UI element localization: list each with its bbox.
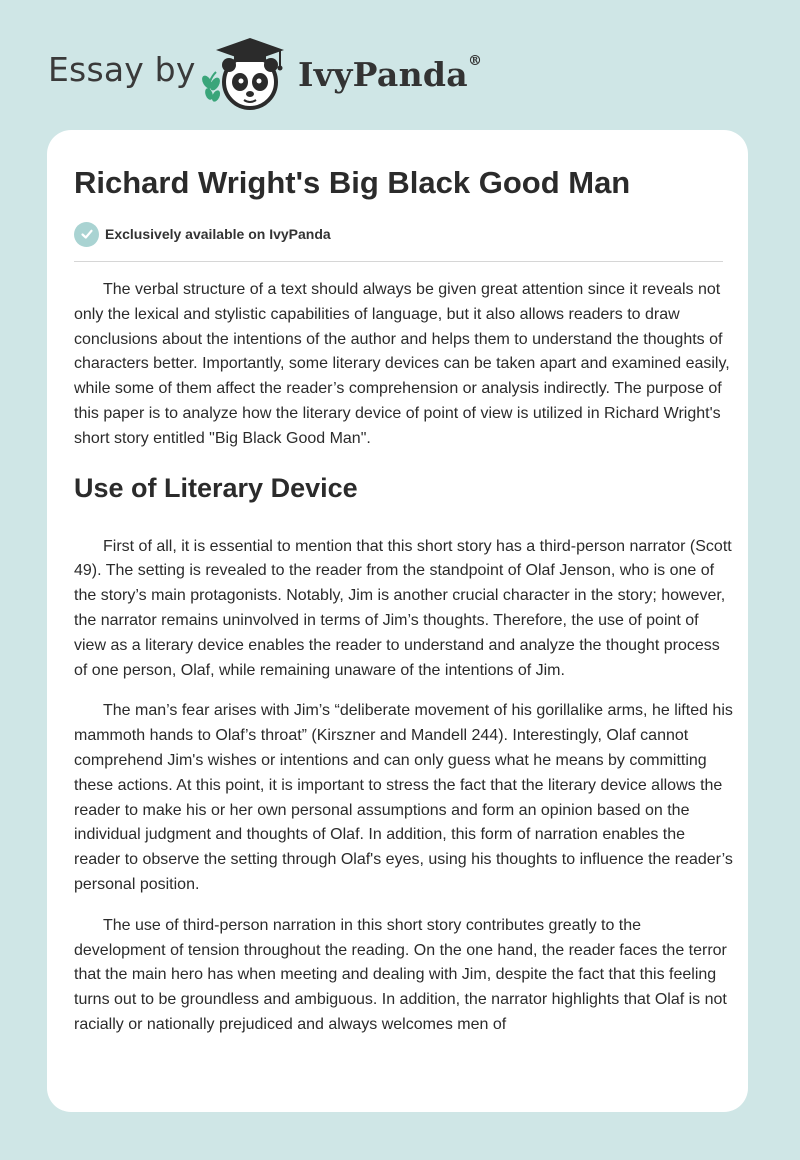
essay-by-label: Essay by <box>48 50 196 89</box>
section-heading: Use of Literary Device <box>74 472 358 503</box>
paragraph: The use of third-person narration in this short story contributes greatly to the development of tension throughout the reading. On the one hand, the reader faces the terror that the main hero has when meeting and dealing with Jim, despite the fact that this feeling turns out to be groundless and ambiguous. In addition, the narrator highlights that Olaf is not racially or nationally prejudiced and always welcomes men of <box>74 916 727 1033</box>
page-title: Richard Wright's Big Black Good Man <box>74 165 631 200</box>
leaf-icon <box>200 72 222 103</box>
brand-name-text: IvyPanda <box>298 55 468 94</box>
paragraph: The verbal structure of a text should always be given great attention since it reveals not only the lexical and stylistic capabilities of language, but it also allows readers to draw conclusions about the intentions of the author and helps them to understand the thoughts of characters better. Importantly, some literary devices can be taken apart and examined easily, while some of them affect the reader’s comprehension or analysis indirectly. The purpose of this paper is to analyze how the literary device of point of view is utilized in Richard Wright's short story entitled "Big Black Good Man". <box>74 281 730 447</box>
check-icon <box>74 222 99 247</box>
paragraph: The man’s fear arises with Jim’s “deliberate movement of his gorillalike arms, he lifted his mammoth hands to Olaf’s throat” (Kirszner and Mandell 244). Interestingly, Olaf cannot comprehend Jim's wishes or intentions and can only guess what he means by committing these actions. At this point, it is important to stress the fact that the literary device allows the reader to make his or her own personal assumptions and form an opinion based on the individual judgment and thoughts of Olaf. In addition, this form of narration enables the reader to observe the setting through Olaf's eyes, using his thoughts to influence the reader’s personal position. <box>74 702 733 893</box>
panda-logo-icon[interactable] <box>200 32 296 112</box>
badge-text: Exclusively available on IvyPanda <box>105 226 331 242</box>
divider <box>74 261 723 262</box>
paragraph: First of all, it is essential to mention that this short story has a third-person narrator (Scott 49). The setting is revealed to the reader from the standpoint of Olaf Jenson, who is one of the story’s main protagonists. Notably, Jim is another crucial character in the story; however, the narrator remains uninvolved in terms of Jim’s thoughts. Therefore, the use of point of view as a literary device enables the reader to understand and analyze the thought process of one person, Olaf, while remaining unaware of the intentions of Jim. <box>74 537 732 679</box>
registered-mark: ® <box>467 53 483 69</box>
brand-name[interactable] <box>298 55 482 94</box>
exclusive-badge <box>74 221 331 247</box>
article-body <box>74 278 734 1054</box>
article-card <box>47 130 748 1112</box>
site-header <box>0 0 800 130</box>
